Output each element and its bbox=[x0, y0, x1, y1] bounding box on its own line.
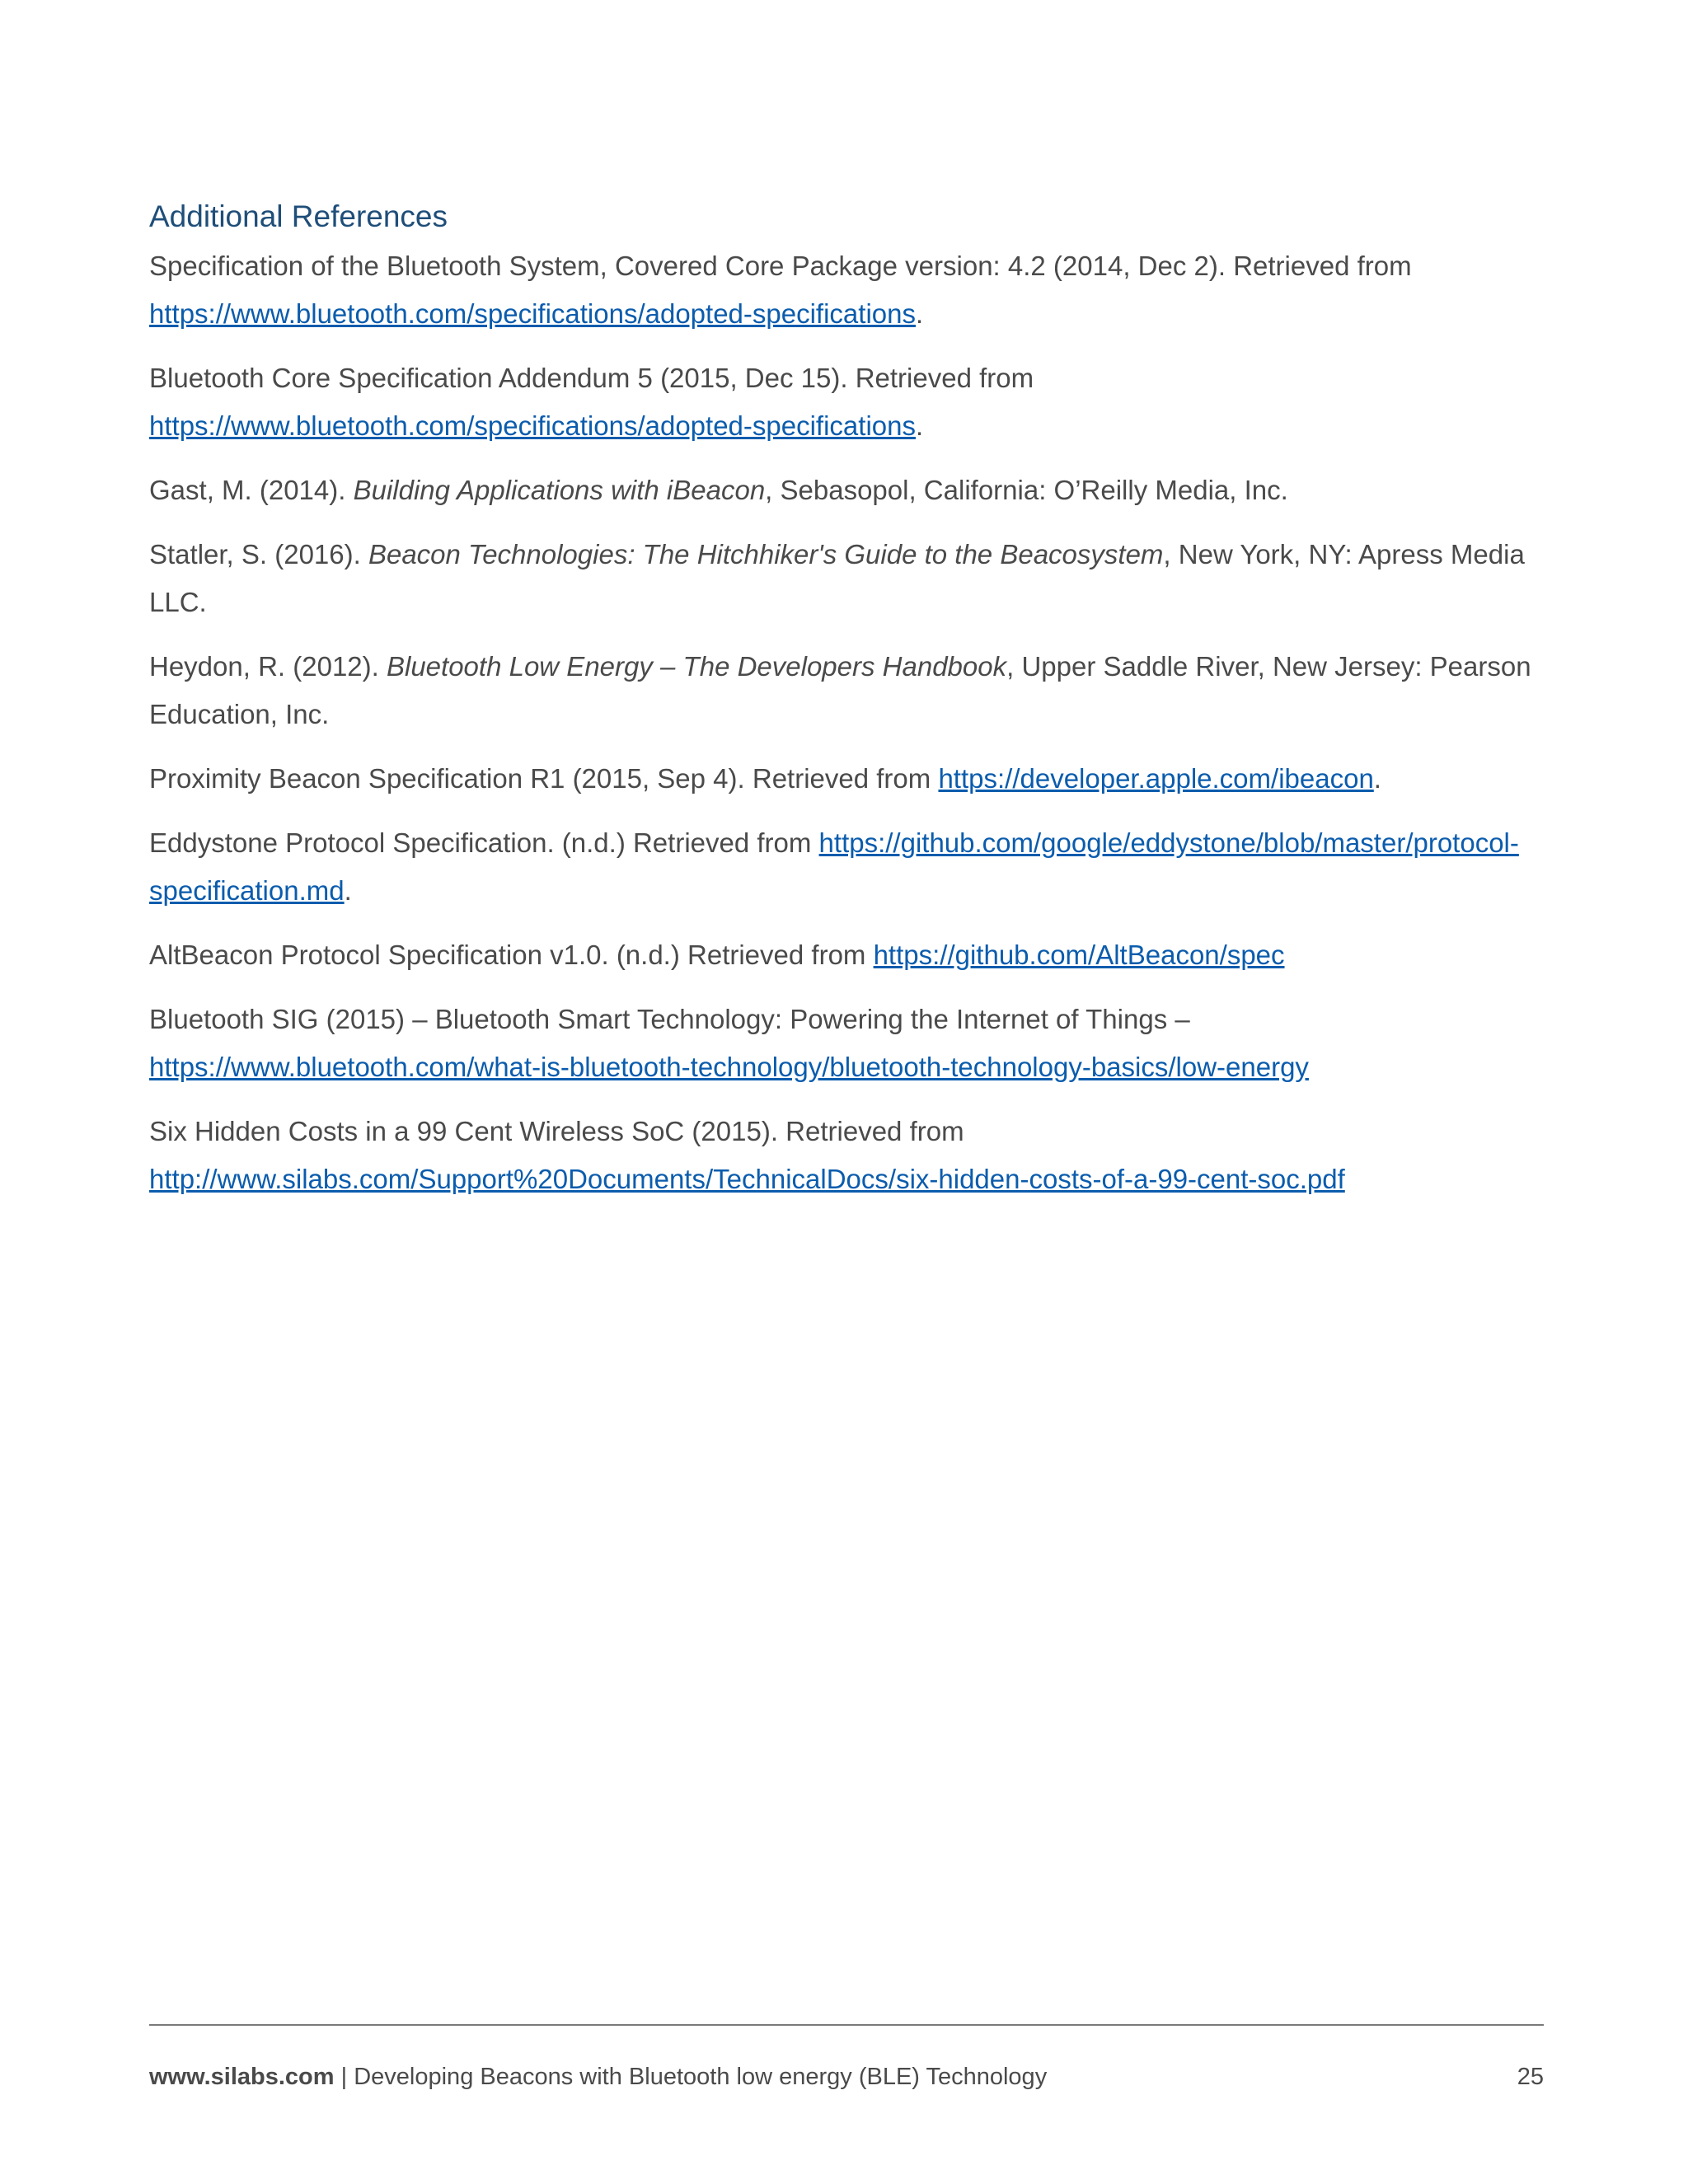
reference-text: . bbox=[916, 298, 924, 329]
reference-title: Bluetooth Low Energy – The Developers Handbook bbox=[386, 651, 1007, 682]
reference-text: , Sebasopol, California: O’Reilly Media, Inc. bbox=[765, 475, 1288, 505]
reference-item bbox=[149, 531, 1550, 626]
reference-text: AltBeacon Protocol Specification v1.0. (n.d.) Retrieved from bbox=[149, 940, 874, 970]
reference-text: Six Hidden Costs in a 99 Cent Wireless SoC (2015). Retrieved from bbox=[149, 1116, 964, 1146]
reference-link[interactable]: https://www.bluetooth.com/what-is-bluetooth-technology/bluetooth-technology-basics/low-energy bbox=[149, 1052, 1309, 1082]
reference-item bbox=[149, 996, 1550, 1091]
reference-link[interactable]: https://github.com/google/eddystone/blob/master/protocol-specification.md bbox=[149, 827, 1519, 906]
reference-text: . bbox=[344, 875, 352, 906]
reference-link[interactable]: https://github.com/AltBeacon/spec bbox=[873, 940, 1285, 970]
reference-text: Statler, S. (2016). bbox=[149, 539, 368, 569]
reference-text: Bluetooth Core Specification Addendum 5 (2015, Dec 15). Retrieved from bbox=[149, 363, 1034, 393]
reference-text: Eddystone Protocol Specification. (n.d.) Retrieved from bbox=[149, 827, 819, 858]
reference-text: Proximity Beacon Specification R1 (2015, Sep 4). Retrieved from bbox=[149, 763, 939, 794]
page-footer bbox=[149, 2062, 1544, 2092]
section-heading: Additional References bbox=[149, 199, 448, 233]
references-section bbox=[149, 196, 1550, 1220]
footer-divider bbox=[149, 2024, 1544, 2026]
reference-text: Heydon, R. (2012). bbox=[149, 651, 387, 682]
reference-item bbox=[149, 242, 1550, 338]
reference-text: , New York, NY: Apress Media LLC. bbox=[149, 539, 1525, 617]
reference-item bbox=[149, 354, 1550, 450]
reference-text: Bluetooth SIG (2015) – Bluetooth Smart Technology: Powering the Internet of Things – bbox=[149, 1004, 1190, 1034]
reference-item bbox=[149, 819, 1550, 915]
reference-text: Specification of the Bluetooth System, Covered Core Package version: 4.2 (2014, Dec 2). Retrieved from bbox=[149, 251, 1412, 281]
reference-item bbox=[149, 755, 1550, 803]
reference-title: Beacon Technologies: The Hitchhiker's Guide to the Beacosystem bbox=[368, 539, 1164, 569]
reference-item bbox=[149, 931, 1550, 979]
reference-text: Gast, M. (2014). bbox=[149, 475, 354, 505]
reference-item bbox=[149, 1108, 1550, 1203]
reference-link[interactable]: https://developer.apple.com/ibeacon bbox=[938, 763, 1374, 794]
reference-text: . bbox=[1373, 763, 1381, 794]
reference-link[interactable]: https://www.bluetooth.com/specifications/adopted-specifications bbox=[149, 298, 916, 329]
reference-text: , Upper Saddle River, New Jersey: Pearson Education, Inc. bbox=[149, 651, 1531, 729]
page-number: 25 bbox=[1517, 2064, 1544, 2090]
reference-link[interactable]: https://www.bluetooth.com/specifications/adopted-specifications bbox=[149, 410, 916, 441]
reference-item bbox=[149, 643, 1550, 738]
footer-doc-title: Developing Beacons with Bluetooth low energy (BLE) Technology bbox=[354, 2064, 1048, 2090]
reference-text: . bbox=[916, 410, 924, 441]
reference-title: Building Applications with iBeacon bbox=[353, 475, 766, 505]
footer-separator: | bbox=[334, 2064, 354, 2090]
reference-link[interactable]: http://www.silabs.com/Support%20Documents/TechnicalDocs/six-hidden-costs-of-a-99-cent-soc.pdf bbox=[149, 1164, 1345, 1194]
footer-site-link[interactable]: www.silabs.com bbox=[149, 2064, 335, 2090]
reference-item bbox=[149, 466, 1550, 514]
